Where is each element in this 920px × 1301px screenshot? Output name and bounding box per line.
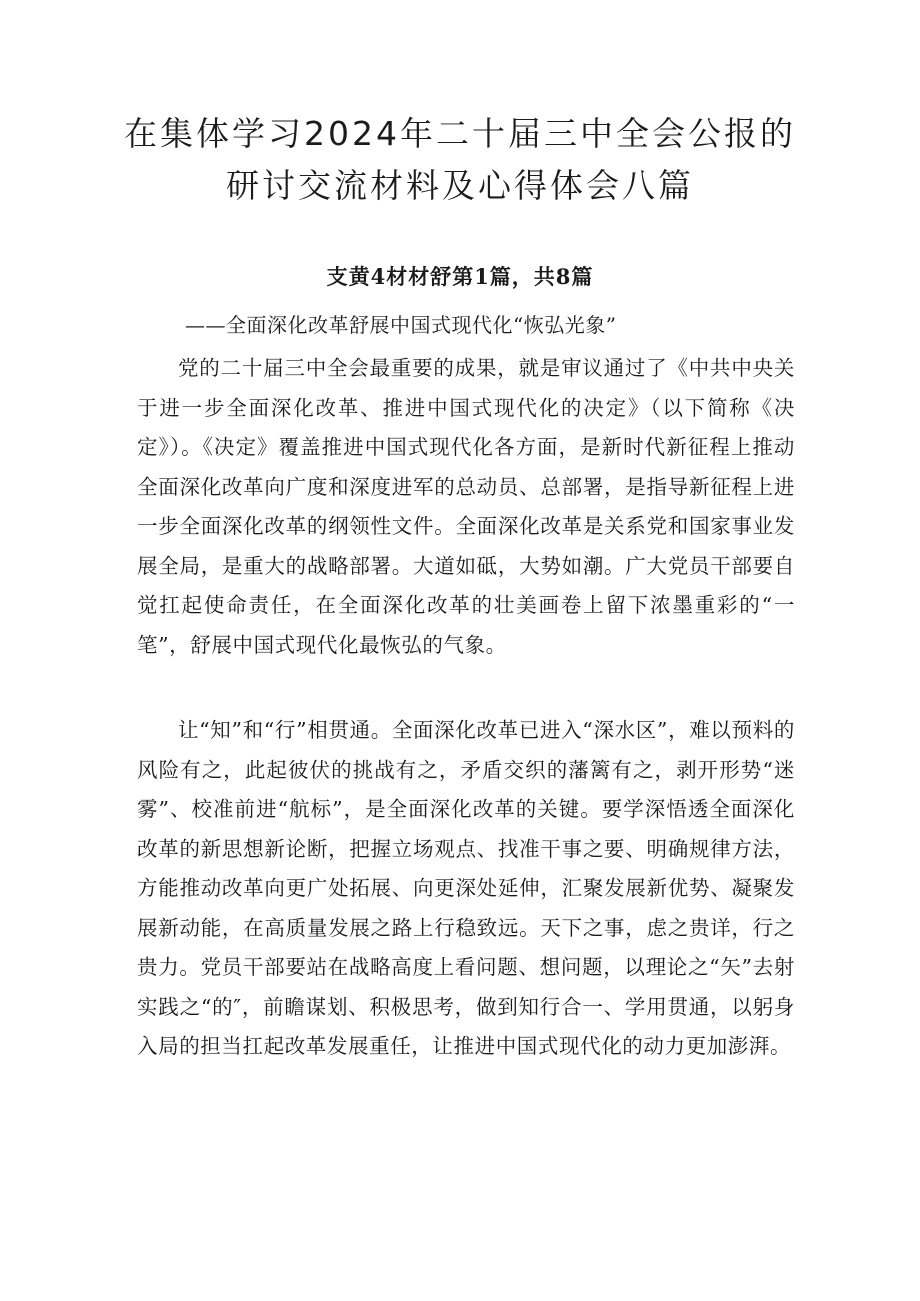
section-heading: 支黄4材材舒第1篇，共8篇 [326, 264, 594, 289]
document-title-line-2: 研讨交流材料及心得体会八篇 [226, 166, 694, 205]
body-paragraph-1: 党的二十届三中全会最重要的成果，就是审议通过了《中共中央关于进一步全面深化改革、推进中国式现代化的决定》（以下简称《决定》）。《决定》覆盖推进中国式现代化各方面，是新时代新征程上推动全面深化改革向广度和深度进军的总动员、总部署，是指导新征程上进一步全面深化改革的纲领性文件。全面深化改革是关系党和国家事业发展全局，是重大的战略部署。大道如砥，大势如潮。广大党员干部要自觉扛起使命责任，在全面深化改革的壮美画卷上留下浓墨重彩的“一笔”，舒展中国式现代化最恢弘的气象。 [137, 356, 795, 657]
section-subtitle: ——全面深化改革舒展中国式现代化“恢弘光象” [185, 313, 617, 337]
document-title-line-1: 在集体学习2024年二十届三中全会公报的 [124, 114, 796, 153]
body-paragraph-2: 让“知”和“行”相贯通。全面深化改革已进入“深水区”，难以预料的风险有之，此起彼伏的挑战有之，矛盾交织的藩篱有之，剥开形势“迷雾”、校准前进“航标”，是全面深化改革的关键。要学深悟透全面深化改革的新思想新论断，把握立场观点、找准干事之要、明确规律方法，方能推动改革向更广处拓展、向更深处延伸，汇聚发展新优势、凝聚发展新动能，在高质量发展之路上行稳致远。天下之事，虑之贵详，行之贵力。党员干部要站在战略高度上看问题、想问题，以理论之“矢”去射实践之“的″，前瞻谋划、积极思考，做到知行合一、学用贯通，以躬身入局的担当扛起改革发展重任，让推进中国式现代化的动力更加澎湃。 [137, 718, 795, 1058]
